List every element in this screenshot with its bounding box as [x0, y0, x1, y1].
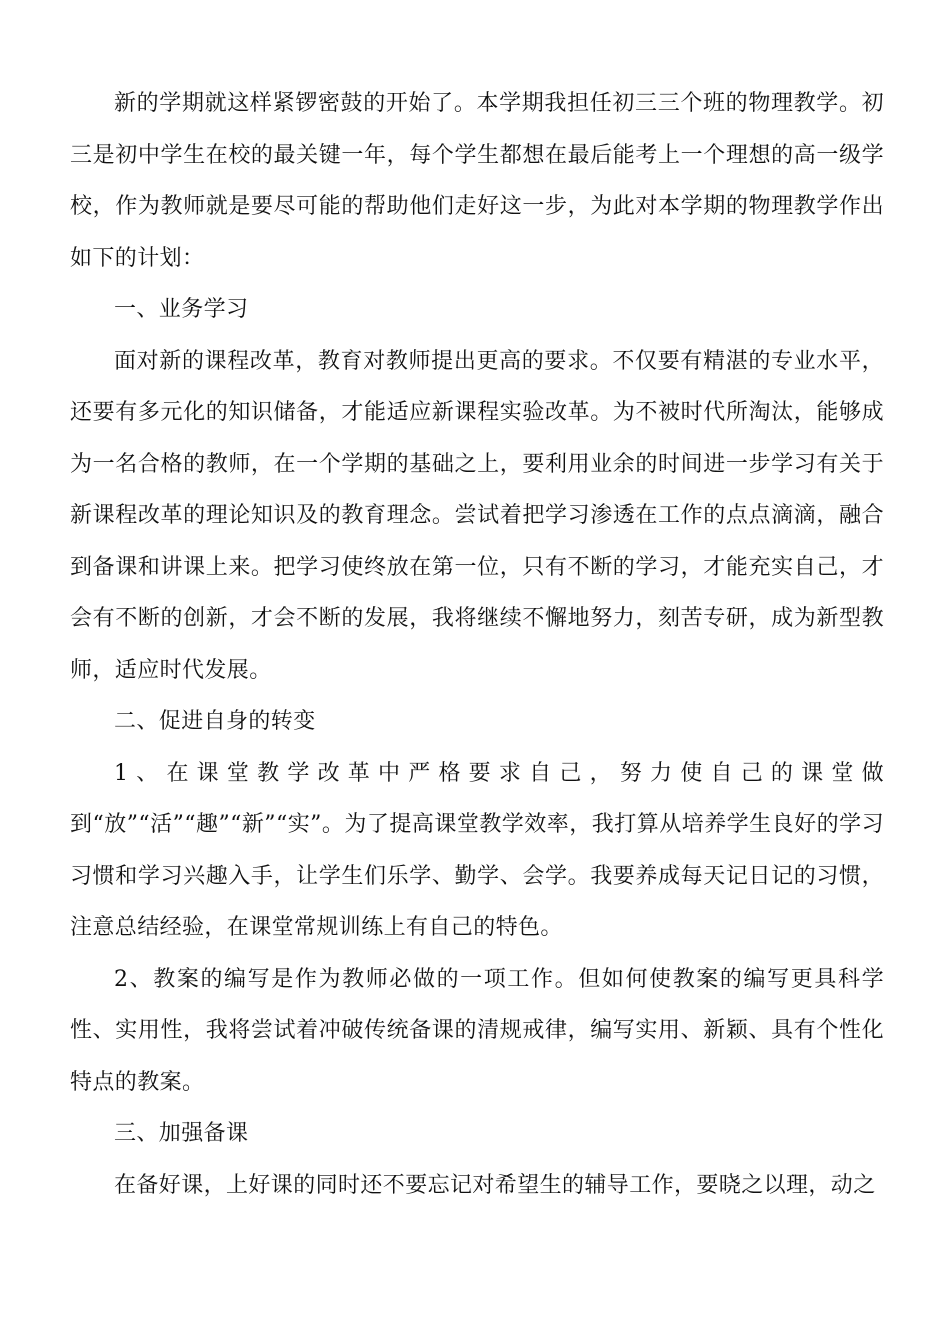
section-3-heading: 三、加强备课: [114, 1121, 249, 1146]
section-3-paragraph: 在备好课，上好课的同时还不要忘记对希望生的辅导工作，要晓之以理，动之: [114, 1172, 876, 1198]
section-2-heading: 二、促进自身的转变: [114, 709, 316, 734]
section-1-paragraph: 面对新的课程改革，教育对教师提出更高的要求。不仅要有精湛的专业水平，还要有多元化的知识储备，才能适应新课程实验改革。为不被时代所淘汰，能够成为一名合格的教师，在一个学期的基础之上，要利用业余的时间进一步学习有关于新课程改革的理论知识及的教育理念。尝试着把学习渗透在工作的点点滴滴，融合到备课和讲课上来。把学习使终放在第一位，只有不断的学习，才能充实自己，才会有不断的创新，才会不断的发展，我将继续不懈地努力，刻苦专研，成为新型教师，适应时代发展。: [70, 348, 884, 683]
section-2-item-1: 1、在课堂教学改革中严格要求自己，努力使自己的课堂做到“放”“活”“趣”“新”“实”。为了提高课堂教学效率，我打算从培养学生良好的学习习惯和学习兴趣入手，让学生们乐学、勤学、会学。我要养成每天记日记的习惯，注意总结经验，在课堂常规训练上有自己的特色。: [70, 760, 884, 940]
section-1-heading: 一、业务学习: [114, 297, 249, 322]
intro-paragraph: 新的学期就这样紧锣密鼓的开始了。本学期我担任初三三个班的物理教学。初三是初中学生在校的最关键一年，每个学生都想在最后能考上一个理想的高一级学校，作为教师就是要尽可能的帮助他们走好这一步，为此对本学期的物理教学作出如下的计划：: [70, 91, 884, 271]
document-page: [70, 78, 884, 1211]
section-2-item-2: 2、教案的编写是作为教师必做的一项工作。但如何使教案的编写更具科学性、实用性，我将尝试着冲破传统备课的清规戒律，编写实用、新颖、具有个性化特点的教案。: [70, 966, 884, 1095]
